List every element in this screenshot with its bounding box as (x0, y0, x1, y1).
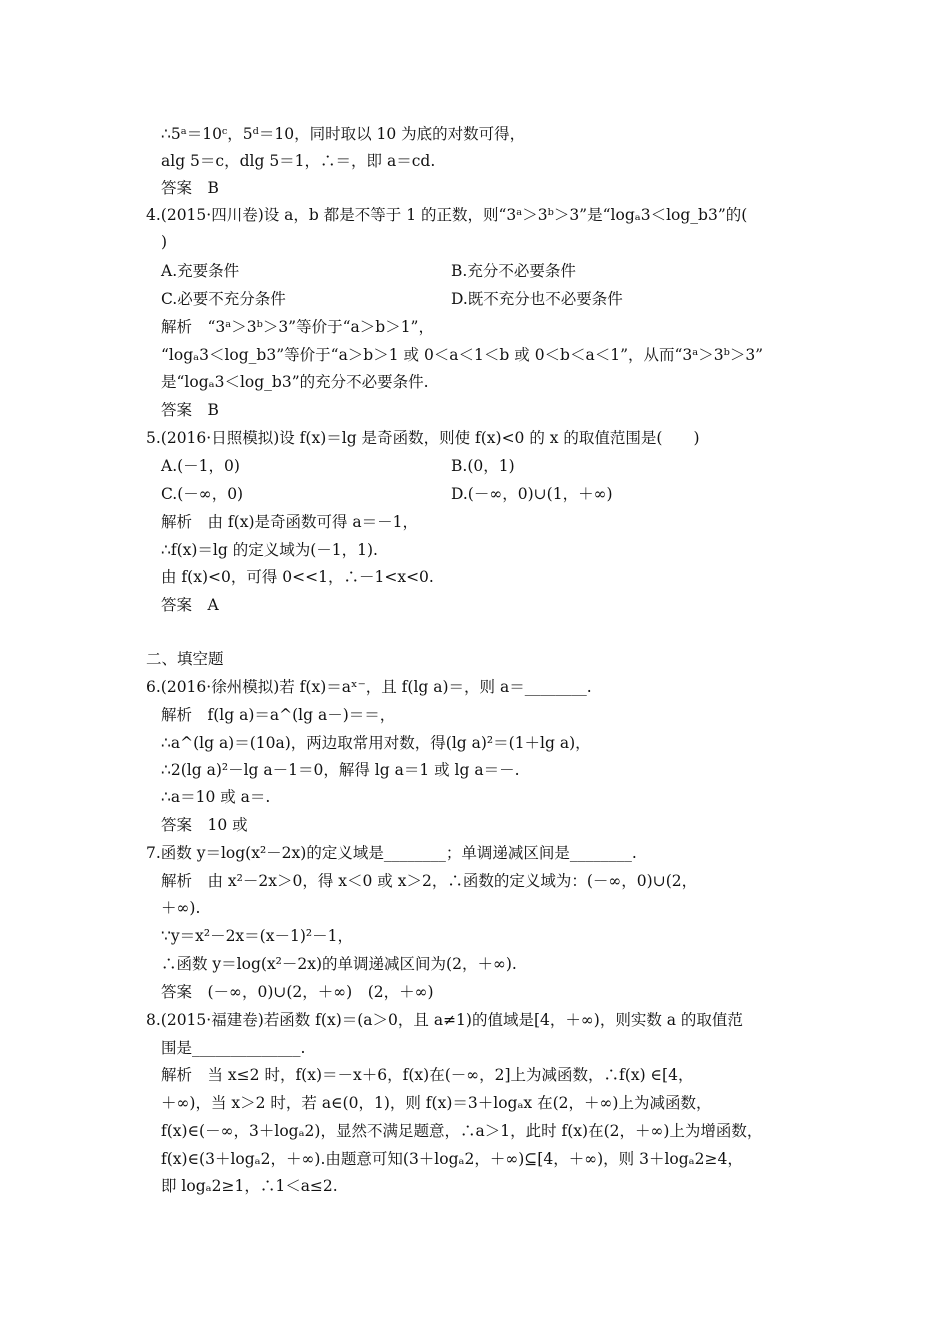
text-line: ∴5ᵃ＝10ᶜ，5ᵈ＝10，同时取以 10 为底的对数可得， (161, 125, 526, 143)
text-line: 是“logₐ3＜log_b3”的充分不必要条件. (161, 373, 429, 391)
question-6: 6.(2016·徐州模拟)若 f(x)＝aˣ⁻，且 f(lg a)＝，则 a＝________. (146, 678, 592, 696)
option-b: B.(0，1) (451, 457, 515, 475)
text-line: ) (161, 233, 168, 251)
analysis-line: 解析 由 x²－2x＞0，得 x＜0 或 x＞2，∴函数的定义域为：(－∞，0)∪(2， (161, 872, 698, 890)
analysis-line: 解析 当 x≤2 时，f(x)＝－x＋6，f(x)在(－∞，2]上为减函数，∴f(x) ∈[4， (161, 1066, 694, 1084)
text-line: 由 f(x)<0，可得 0<<1，∴－1<x<0. (161, 568, 434, 586)
text-line: ∴a＝10 或 a＝. (161, 788, 271, 806)
answer-line: 答案 B (161, 401, 219, 419)
text-line: ∴a^(lg a)＝(10a)，两边取常用对数，得(lg a)²＝(1＋lg a)， (161, 734, 591, 752)
option-c: C.(－∞，0) (161, 485, 244, 503)
answer-line: 答案 10 或 (161, 816, 248, 834)
text-line: ∴2(lg a)²－lg a－1＝0，解得 lg a＝1 或 lg a＝－. (161, 761, 520, 779)
text-line: ＋∞)，当 x＞2 时，若 a∈(0，1)，则 f(x)＝3＋logₐx 在(2，＋∞)上为减函数， (161, 1094, 712, 1112)
question-5: 5.(2016·日照模拟)设 f(x)＝lg 是奇函数，则使 f(x)<0 的 x 的取值范围是( ) (146, 429, 700, 447)
text-line: 围是______________. (161, 1039, 306, 1057)
text-line: ∴f(x)＝lg 的定义域为(－1，1). (161, 541, 378, 559)
option-d: D.(－∞，0)∪(1，＋∞) (451, 485, 613, 503)
option-d: D.既不充分也不必要条件 (451, 290, 623, 308)
question-4: 4.(2015·四川卷)设 a，b 都是不等于 1 的正数，则“3ᵃ＞3ᵇ＞3”是“logₐ3＜log_b3”的( (146, 206, 748, 224)
option-c: C.必要不充分条件 (161, 290, 286, 308)
section-heading: 二、填空题 (146, 650, 224, 668)
text-line: ＋∞). (161, 899, 201, 917)
text-line: f(x)∈(－∞，3＋logₐ2)，显然不满足题意，∴a＞1，此时 f(x)在(2，＋∞)上为增函数， (161, 1122, 763, 1140)
text-line: 即 logₐ2≥1，∴1＜a≤2. (161, 1177, 338, 1195)
question-7: 7.函数 y＝log(x²－2x)的定义域是________；单调递减区间是________. (146, 844, 637, 862)
option-a: A.充要条件 (161, 262, 240, 280)
text-line: ∴函数 y＝log(x²－2x)的单调递减区间为(2，＋∞). (161, 955, 517, 973)
answer-line: 答案 A (161, 596, 219, 614)
option-b: B.充分不必要条件 (451, 262, 576, 280)
analysis-line: 解析 由 f(x)是奇函数可得 a＝－1， (161, 513, 419, 531)
answer-line: 答案 (－∞，0)∪(2，＋∞) (2，＋∞) (161, 983, 434, 1001)
analysis-line: 解析 “3ᵃ＞3ᵇ＞3”等价于“a＞b＞1”， (161, 318, 434, 336)
text-line: ∵y＝x²－2x＝(x－1)²－1， (161, 927, 353, 945)
text-line: alg 5＝c，dlg 5＝1，∴＝，即 a＝cd. (161, 152, 436, 170)
question-8: 8.(2015·福建卷)若函数 f(x)＝(a＞0，且 a≠1)的值域是[4，＋∞)，则实数 a 的取值范 (146, 1011, 743, 1029)
text-line: “logₐ3＜log_b3”等价于“a＞b＞1 或 0＜a＜1＜b 或 0＜b＜a＜1”，从而“3ᵃ＞3ᵇ＞3” (161, 346, 764, 364)
option-a: A.(－1，0) (161, 457, 240, 475)
answer-line: 答案 B (161, 179, 219, 197)
text-line: f(x)∈(3＋logₐ2，＋∞).由题意可知(3＋logₐ2，＋∞)⊆[4，＋∞)，则 3＋logₐ2≥4， (161, 1150, 743, 1168)
analysis-line: 解析 f(lg a)＝a^(lg a－)＝＝， (161, 706, 396, 724)
